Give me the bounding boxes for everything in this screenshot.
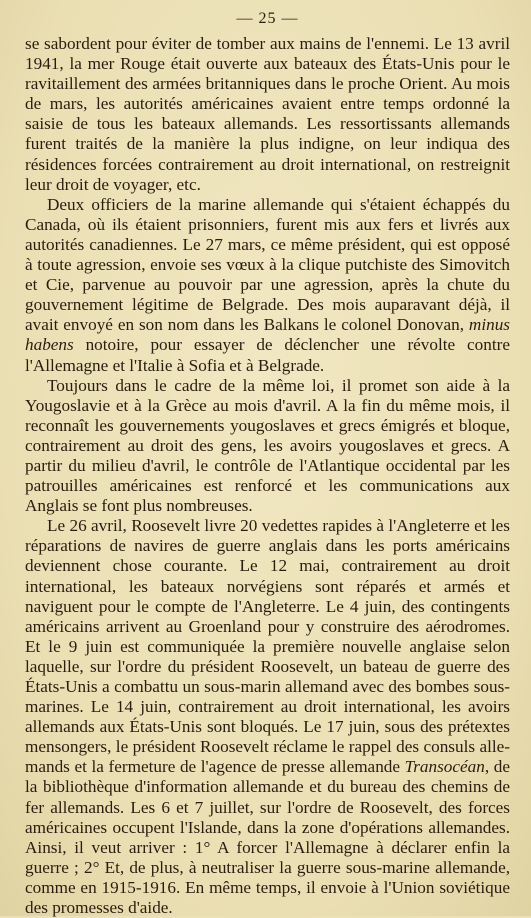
text-segment: Toujours dans le cadre de la même loi, il promet son aide à la Yougoslavie et à la Grèce au mois d'avril. A la fin du même mois, il reconnaît les gouvernements yougoslaves et grecs émigrés et bloque, contrairement au droit des gens, les avoirs yougoslaves et grecs. A partir du milieu d'avril, le contrôle de l'Atlantique occidental par les patrouilles américaines est renforcé et les communications aux Anglais se font plus nombreuses. (25, 375, 510, 516)
text-segment: se sabordent pour éviter de tomber aux mains de l'ennemi. Le 13 avril 1941, la mer Rouge était ouverte aux bateaux des États-Unis pour le ravitaillement des armées britanniques dans le proche Orient. Au mois de mars, les autorités américaines avaient entre temps ordonné la saisie de tous les bateaux allemands. Les ressortissants allemands furent traités de la manière la plus indigne, on leur indiqua des résidences forcées contrairement au droit international, on restreignit leur droit de voyager, etc. (25, 34, 510, 194)
italic-term: Transocéan (404, 757, 485, 777)
page-number: — 25 — (236, 10, 299, 27)
text-segment: , de la bibliothèque d'information allemande et du bureau des chemins de fer allemands. Les 6 et 7 juillet, sur l'ordre de Roosevelt, des forces américaines occupent l'Islande, dans la zone d'opérations allemandes. Ainsi, il veut arriver : 1° A forcer l'Allemagne à déclarer enfin la guerre ; 2° Et, de plus, à neutraliser la guerre sous-marine allemande, comme en 1915-1916. En même temps, il envoie à l'Union soviétique des promesses d'aide. (25, 757, 510, 918)
text-segment: Le 26 avril, Roosevelt livre 20 vedettes rapides à l'Angleterre et les réparations de navires de guerre anglais dans les ports américains deviennent chose courante. Le 12 mai, contrairement au droit international, les bateaux norvégiens sont réparés et armés et naviguent pour le compte de l'Angleterre. Le 4 juin, des contingents américains arrivent au Groenland pour y construire des aérodromes. Et le 9 juin est communiquée la première nouvelle anglaise selon laquelle, sur l'ordre du président Roosevelt, un bateau de guerre des États-Unis a combattu un sous-marin allemand avec des bombes sous-marines. Le 14 juin, contrairement au droit international, les avoirs allemands aux États-Unis sont bloqués. Le 17 juin, sous des prétextes mensongers, le président Roosevelt réclame le rappel des consuls allemands et la fermeture de l'agence de presse allemande (25, 516, 510, 777)
paragraph (25, 34, 510, 195)
italic-term: minus habens (25, 315, 510, 355)
text-segment: notoire, pour essayer de déclencher une révolte contre l'Allemagne et l'Italie à Sofia et à Belgrade. (25, 335, 510, 375)
body-text (25, 34, 510, 918)
paragraph (25, 195, 510, 376)
paragraph (25, 516, 510, 918)
text-segment: Deux officiers de la marine allemande qui s'étaient échappés du Canada, où ils étaient prisonniers, furent mis aux fers et livrés aux autorités canadiennes. Le 27 mars, ce même président, qui est opposé à toute agression, envoie ses vœux à la clique putchiste des Simovitch et Cie, parvenue au pouvoir par une agression, après la chute du gouvernement légitime de Belgrade. Des mois auparavant déjà, il avait envoyé en son nom dans les Balkans le colonel Donovan, (25, 194, 510, 335)
paragraph (25, 376, 510, 517)
